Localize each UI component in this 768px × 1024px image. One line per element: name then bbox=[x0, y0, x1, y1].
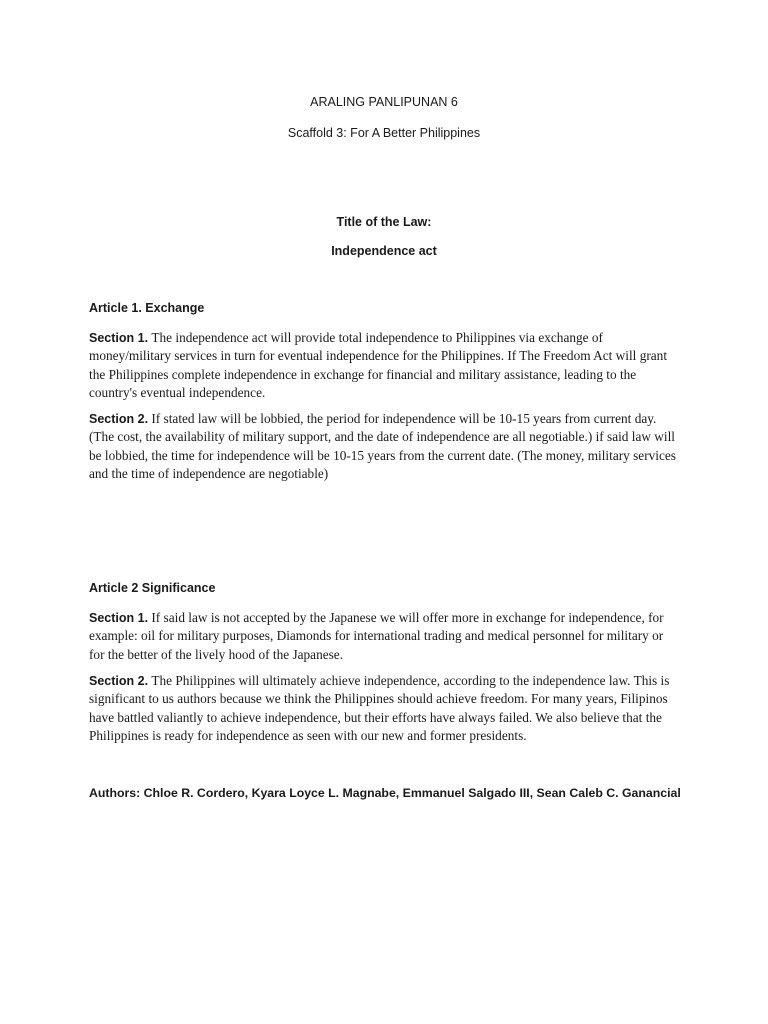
section-text: The Philippines will ultimately achieve independence, according to the independence law. This is significant to us authors because we think the Philippines should achieve freedom. For many years, Filipinos have battled valiantly to achieve independence, but their efforts have always failed. We also believe that the Philippines is ready for independence as seen with our new and former presidents. bbox=[89, 673, 670, 743]
article-1-heading: Article 1. Exchange bbox=[89, 301, 205, 315]
section-text: If said law is not accepted by the Japanese we will offer more in exchange for independence, for example: oil for military purposes, Diamonds for international trading and medical personnel for military or for the better of the lively hood of the Japanese. bbox=[89, 610, 664, 662]
authors-line: Authors: Chloe R. Cordero, Kyara Loyce L. Magnabe, Emmanuel Salgado III, Sean Caleb C. Ganancial bbox=[89, 786, 681, 800]
article-1-section-1 bbox=[89, 329, 679, 402]
section-label: Section 1. bbox=[89, 331, 149, 345]
article-1-section-2 bbox=[89, 410, 679, 483]
law-title: Independence act bbox=[331, 244, 437, 258]
section-text: The independence act will provide total independence to Philippines via exchange of money/military services in turn for eventual independence for the Philippines. If The Freedom Act will grant the Philippines complete independence in exchange for financial and military assistance, leading to the country's eventual independence. bbox=[89, 330, 668, 400]
law-title-label: Title of the Law: bbox=[336, 215, 432, 229]
section-text: If stated law will be lobbied, the period for independence will be 10-15 years from current day. (The cost, the availability of military support, and the date of independence are all negotiable.) if said law will be lobbied, the time for independence will be 10-15 years from the current date. (The money, military services and the time of independence are negotiable) bbox=[89, 411, 676, 481]
section-label: Section 1. bbox=[89, 611, 149, 625]
section-label: Section 2. bbox=[89, 412, 149, 426]
section-label: Section 2. bbox=[89, 674, 149, 688]
subject-title: ARALING PANLIPUNAN 6 bbox=[310, 95, 458, 109]
article-2-section-2 bbox=[89, 672, 679, 745]
article-2-section-1 bbox=[89, 609, 679, 664]
article-2-heading: Article 2 Significance bbox=[89, 581, 216, 595]
scaffold-title: Scaffold 3: For A Better Philippines bbox=[287, 126, 481, 140]
